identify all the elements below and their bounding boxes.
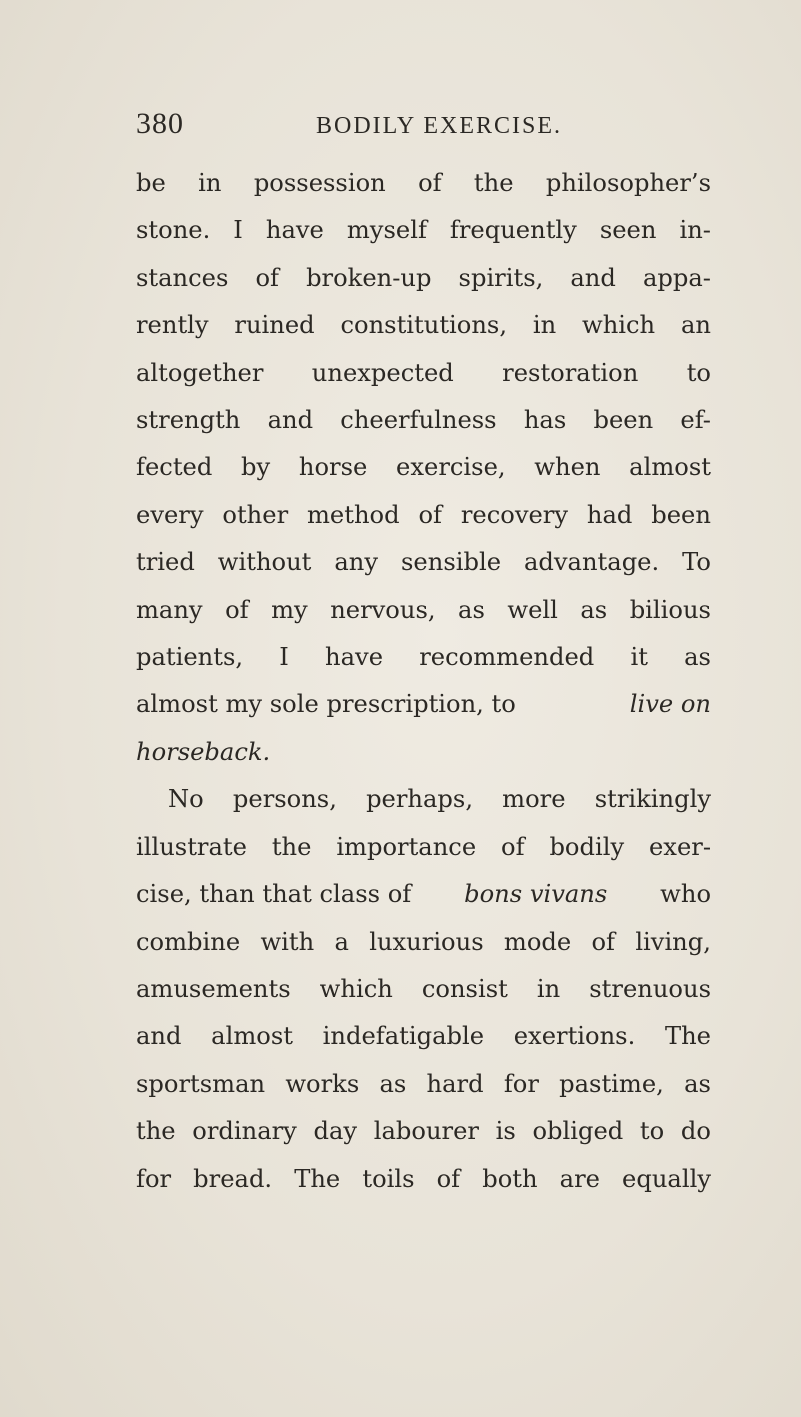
word: almost: [211, 1022, 293, 1051]
word: obliged: [532, 1117, 624, 1146]
text-line: [136, 1013, 711, 1060]
word: a: [334, 927, 349, 956]
word: of: [255, 263, 279, 292]
word: restoration: [502, 358, 639, 387]
word: has: [523, 406, 567, 435]
word: altogether: [136, 358, 264, 387]
word: of: [225, 595, 249, 624]
word: spirits,: [458, 263, 544, 292]
text-segment: who: [660, 880, 711, 909]
text-line: [136, 681, 711, 728]
text-line: [136, 919, 711, 966]
italic-text: live on: [629, 690, 711, 719]
word: myself: [346, 216, 427, 245]
word: horse: [298, 453, 368, 482]
word: nervous,: [330, 595, 436, 624]
word: ordinary: [192, 1117, 297, 1146]
word: advantage.: [523, 548, 660, 577]
word: illustrate: [136, 832, 247, 861]
word: in: [198, 169, 222, 197]
page-number: 380: [136, 107, 184, 140]
word: appa-: [642, 263, 711, 292]
word: bilious: [629, 595, 711, 624]
text-line: [136, 160, 711, 207]
word: to: [686, 358, 711, 387]
text-line: [136, 1061, 711, 1108]
word: strenuous: [589, 974, 711, 1003]
word: broken-up: [306, 263, 432, 292]
word: persons,: [232, 785, 337, 814]
word: day: [313, 1117, 358, 1146]
word: ef-: [680, 406, 711, 435]
word: cheerfulness: [340, 406, 497, 435]
word: pastime,: [559, 1069, 664, 1098]
word: which: [581, 311, 656, 340]
word: as: [458, 595, 485, 624]
word: frequently: [449, 216, 577, 245]
text-segment: almost my sole prescription, to: [136, 690, 516, 719]
word: been: [651, 500, 711, 529]
text-line: [136, 634, 711, 681]
word: possession: [253, 169, 386, 197]
word: sportsman: [136, 1069, 266, 1098]
running-head: [136, 104, 736, 144]
word: toils: [362, 1164, 415, 1193]
word: I: [279, 643, 289, 672]
word: indefatigable: [322, 1022, 485, 1051]
word: equally: [622, 1164, 711, 1193]
word: method: [307, 500, 400, 529]
word: have: [325, 643, 384, 672]
word: constitutions,: [340, 311, 508, 340]
word: the: [473, 169, 514, 197]
word: I: [233, 216, 243, 245]
text-line: [136, 871, 711, 918]
word: for: [503, 1069, 539, 1098]
italic-text: bons vivans: [464, 880, 608, 909]
word: the: [136, 1117, 176, 1146]
word: exertions.: [513, 1022, 636, 1051]
word: by: [241, 453, 271, 482]
text-line: [136, 492, 711, 539]
text-line: [136, 1156, 711, 1203]
word: as: [684, 1069, 711, 1098]
word: exercise,: [396, 453, 506, 482]
word: do: [680, 1117, 711, 1146]
text-segment: cise, than that class of: [136, 880, 412, 909]
text-line: [136, 966, 711, 1013]
word: in: [532, 311, 557, 340]
word: of: [501, 832, 525, 861]
word: have: [265, 216, 324, 245]
running-title: BODILY EXERCISE.: [316, 113, 563, 139]
word: it: [630, 643, 648, 672]
text-line: [136, 824, 711, 871]
word: more: [502, 785, 566, 814]
word: to: [639, 1117, 665, 1146]
body-text: [136, 160, 711, 1203]
word: works: [285, 1069, 360, 1098]
word: almost: [629, 453, 711, 482]
word: mode: [503, 927, 572, 956]
word: and: [136, 1022, 182, 1051]
word: my: [271, 595, 308, 624]
word: with: [260, 927, 315, 956]
word: had: [586, 500, 633, 529]
word: when: [534, 453, 601, 482]
word: bread.: [193, 1164, 273, 1193]
word: luxurious: [369, 927, 484, 956]
word: as: [379, 1069, 407, 1098]
word: been: [593, 406, 654, 435]
word: recovery: [460, 500, 569, 529]
word: of: [418, 500, 442, 529]
word: the: [271, 832, 312, 861]
word: an: [680, 311, 711, 340]
text-line: [136, 350, 711, 397]
word: is: [495, 1117, 516, 1146]
word: patients,: [136, 643, 244, 672]
paragraph-1: [136, 160, 711, 776]
paragraph-2: [136, 776, 711, 1203]
text-line: [136, 302, 711, 349]
text-line: [136, 255, 711, 302]
word: amusements: [136, 974, 291, 1003]
word: of: [436, 1164, 461, 1193]
word: of: [591, 927, 616, 956]
word: many: [136, 595, 203, 624]
word: which: [319, 974, 393, 1003]
word: strength: [136, 406, 241, 435]
text-line: [136, 444, 711, 491]
word: hard: [426, 1069, 484, 1098]
text-line: [136, 729, 711, 776]
word: ruined: [234, 311, 315, 340]
word: well: [507, 595, 558, 624]
word: The: [664, 1022, 711, 1051]
word: bodily: [549, 832, 625, 861]
word: as: [684, 643, 711, 672]
italic-text: horseback.: [136, 737, 271, 766]
word: exer-: [648, 832, 711, 861]
word: every: [136, 500, 204, 529]
word: strikingly: [594, 785, 711, 814]
word: both: [482, 1164, 538, 1193]
word: are: [559, 1164, 600, 1193]
word: recommended: [419, 643, 595, 672]
word: sensible: [401, 548, 502, 577]
word: seen: [599, 216, 657, 245]
text-line: [136, 587, 711, 634]
word: combine: [136, 927, 241, 956]
word: unexpected: [311, 358, 454, 387]
word: living,: [635, 927, 711, 956]
word: To: [682, 548, 711, 577]
word: and: [570, 263, 616, 292]
word: rently: [136, 311, 209, 340]
word: importance: [336, 832, 477, 861]
word: fected: [136, 453, 213, 482]
word: of: [418, 169, 442, 197]
word: as: [580, 595, 608, 624]
word: No: [168, 785, 204, 814]
word: perhaps,: [366, 785, 474, 814]
word: in-: [679, 216, 711, 245]
word: stances: [136, 263, 229, 292]
word: any: [334, 548, 379, 577]
word: be: [136, 169, 166, 197]
text-line: [136, 207, 711, 254]
word: other: [222, 500, 289, 529]
word: labourer: [373, 1117, 479, 1146]
word: philosopher’s: [545, 169, 711, 197]
text-line: [136, 539, 711, 586]
word: for: [136, 1164, 172, 1193]
word: The: [294, 1164, 341, 1193]
word: in: [536, 974, 561, 1003]
word: stone.: [136, 216, 211, 245]
text-line: [136, 1108, 711, 1155]
word: without: [217, 548, 312, 577]
word: consist: [421, 974, 508, 1003]
text-line: [136, 776, 711, 823]
word: and: [267, 406, 314, 435]
word: tried: [136, 548, 195, 577]
text-line: [136, 397, 711, 444]
